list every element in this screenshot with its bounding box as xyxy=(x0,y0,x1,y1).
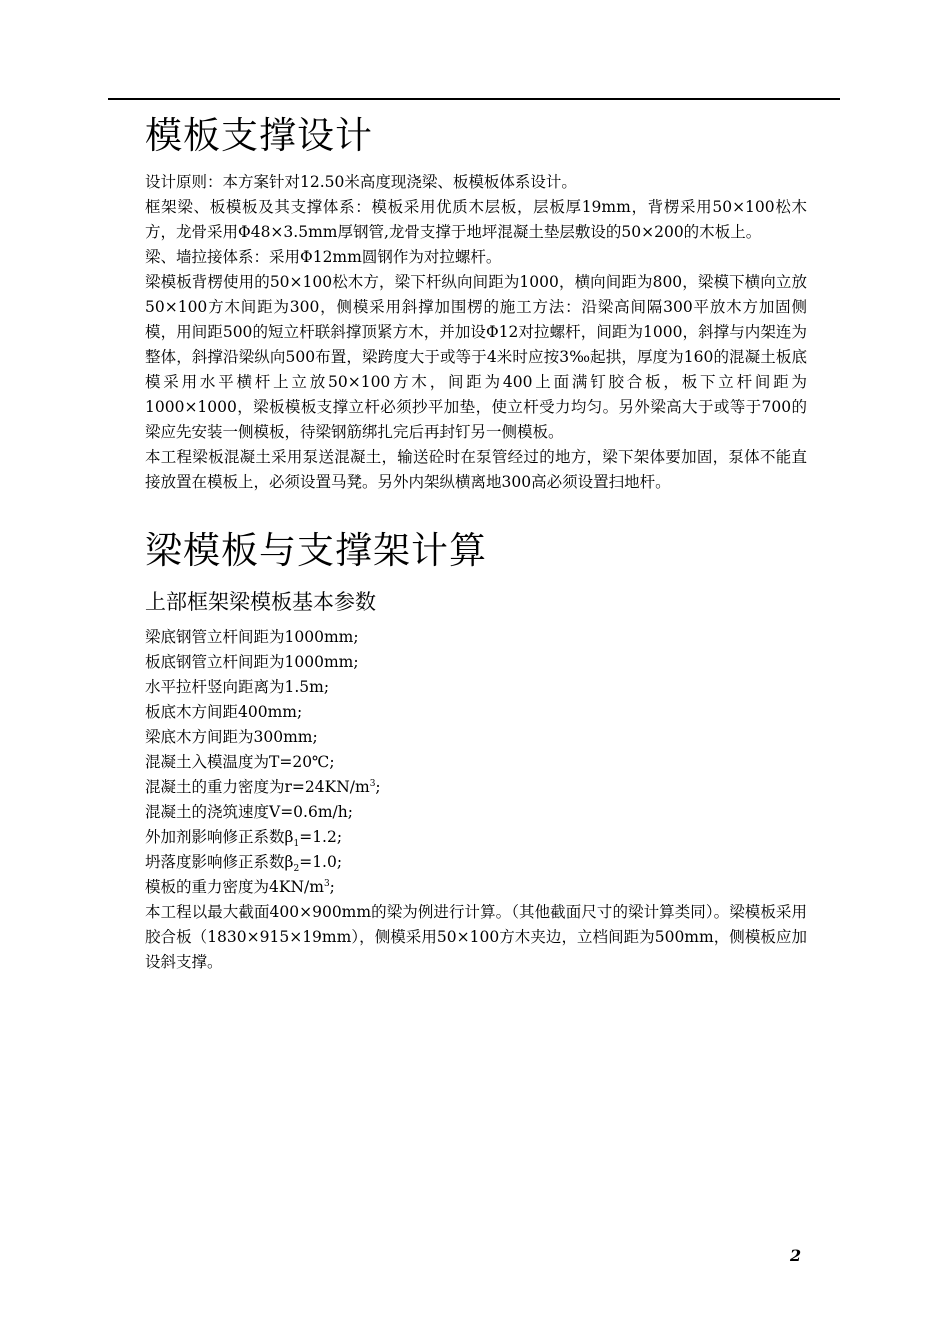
param-admixture-factor xyxy=(145,825,807,850)
param-admixture-factor-subscript: 1 xyxy=(293,839,300,850)
param-slab-pole-spacing: 板底钢管立杆间距为1000mm; xyxy=(145,653,359,671)
paragraph-calculation-example: 本工程以最大截面400×900mm的梁为例进行计算。（其他截面尺寸的梁计算类同）。梁模板采用胶合板（1830×915×19mm），侧模采用50×100方木夹边，立档间距为500mm，侧模板应加设斜支撑。 xyxy=(145,903,807,971)
param-admixture-factor-value: =1.2; xyxy=(299,828,343,846)
param-slump-factor-value: =1.0; xyxy=(299,853,343,871)
param-slump-factor-text: 坍落度影响修正系数β xyxy=(145,853,294,871)
param-formwork-density-text: 模板的重力密度为4KN/m xyxy=(145,878,324,896)
paragraph-pumped-concrete: 本工程梁板混凝土采用泵送混凝土，输送砼时在泵管经过的地方，梁下架体要加固，泵体不能直接放置在模板上，必须设置马凳。另外内架纵横离地300高必须设置扫地杆。 xyxy=(145,448,807,491)
param-concrete-density-exponent: 3 xyxy=(369,778,376,789)
param-concrete-density xyxy=(145,775,807,800)
subsection-title-parameters: 上部框架梁模板基本参数 xyxy=(145,590,376,614)
param-formwork-density-end: ; xyxy=(329,878,335,896)
param-concrete-temperature: 混凝土入模温度为T=20℃; xyxy=(145,753,335,771)
param-formwork-density xyxy=(145,875,807,900)
param-tie-vertical-distance: 水平拉杆竖向距离为1.5m; xyxy=(145,678,330,696)
document-body xyxy=(145,112,807,975)
param-formwork-density-exponent: 3 xyxy=(323,878,330,889)
param-beam-pole-spacing: 梁底钢管立杆间距为1000mm; xyxy=(145,628,359,646)
header-rule xyxy=(108,98,840,100)
paragraph-support-system: 框架梁、板模板及其支撑体系：模板采用优质木层板，层板厚19mm，背楞采用50×100松木方，龙骨采用Φ48×3.5mm厚钢管,龙骨支撑于地坪混凝土垫层敷设的50×200的木板上。 xyxy=(145,198,807,241)
param-admixture-factor-text: 外加剂影响修正系数β xyxy=(145,828,294,846)
param-concrete-density-text: 混凝土的重力密度为r=24KN/m xyxy=(145,778,370,796)
param-beam-timber-spacing: 梁底木方间距为300mm; xyxy=(145,728,318,746)
param-pour-speed: 混凝土的浇筑速度V=0.6m/h; xyxy=(145,803,353,821)
page-number: 2 xyxy=(790,1246,802,1265)
param-slump-factor xyxy=(145,850,807,875)
param-slump-factor-subscript: 2 xyxy=(293,864,300,875)
section-title-formwork-design: 模板支撑设计 xyxy=(145,114,373,157)
paragraph-design-principle: 设计原则：本方案针对12.50米高度现浇梁、板模板体系设计。 xyxy=(145,173,577,191)
param-slab-timber-spacing: 板底木方间距400mm; xyxy=(145,703,303,721)
paragraph-tie-system: 梁、墙拉接体系：采用Φ12mm圆钢作为对拉螺杆。 xyxy=(145,248,502,266)
param-concrete-density-end: ; xyxy=(375,778,381,796)
paragraph-beam-formwork: 梁模板背楞使用的50×100松木方，梁下杆纵向间距为1000，横向间距为800，梁模下横向立放50×100方木间距为300，侧模采用斜撑加围楞的施工方法：沿梁高间隔300平放木方加固侧模，用间距500的短立杆联斜撑顶紧方木，并加设Φ12对拉螺杆，间距为1000，斜撑与内架连为整体，斜撑沿梁纵向500布置，梁跨度大于或等于4米时应按3‰起拱，厚度为160的混凝土板底模采用水平横杆上立放50×100方木，间距为400上面满钉胶合板，板下立杆间距为1000×1000，梁板模板支撑立杆必须抄平加垫，使立杆受力均匀。另外梁高大于或等于700的梁应先安装一侧模板，待梁钢筋绑扎完后再封钉另一侧模板。 xyxy=(145,273,807,441)
section-title-beam-calculation: 梁模板与支撑架计算 xyxy=(145,529,487,572)
